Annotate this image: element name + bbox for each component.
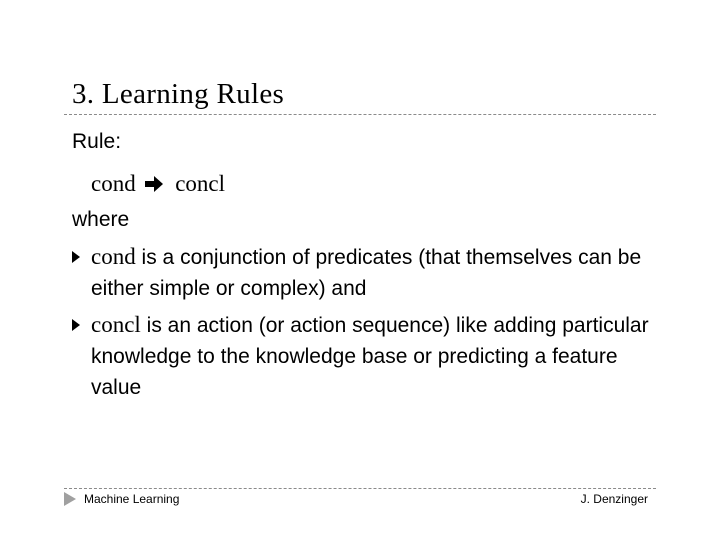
bold-right-arrow-icon [145,176,163,192]
footer-divider [64,488,656,489]
slide-title: 3. Learning Rules [72,78,285,110]
footer-author: J. Denzinger [580,492,648,506]
title-divider [64,114,656,115]
triangle-right-icon [72,251,80,263]
where-label: where [72,208,130,231]
footer-course: Machine Learning [84,492,180,506]
rule-label: Rule: [72,130,122,153]
triangle-right-icon [64,492,76,506]
bullet-description: is an action (or action sequence) like adding particular knowledge to the knowledge base or predicting a feature value [91,314,649,399]
bullet-term: cond [91,244,136,269]
bullet-term: concl [91,312,141,337]
triangle-right-icon [72,319,80,331]
rule-concl: concl [175,171,226,196]
rule-cond: cond [91,171,136,196]
bullet-item-cond [72,241,652,304]
rule-expression [91,168,225,199]
bullet-description: is a conjunction of predicates (that themselves can be either simple or complex) and [91,246,642,300]
bullet-text [91,309,652,403]
bullet-item-concl [72,309,652,403]
bullet-text [91,241,652,304]
